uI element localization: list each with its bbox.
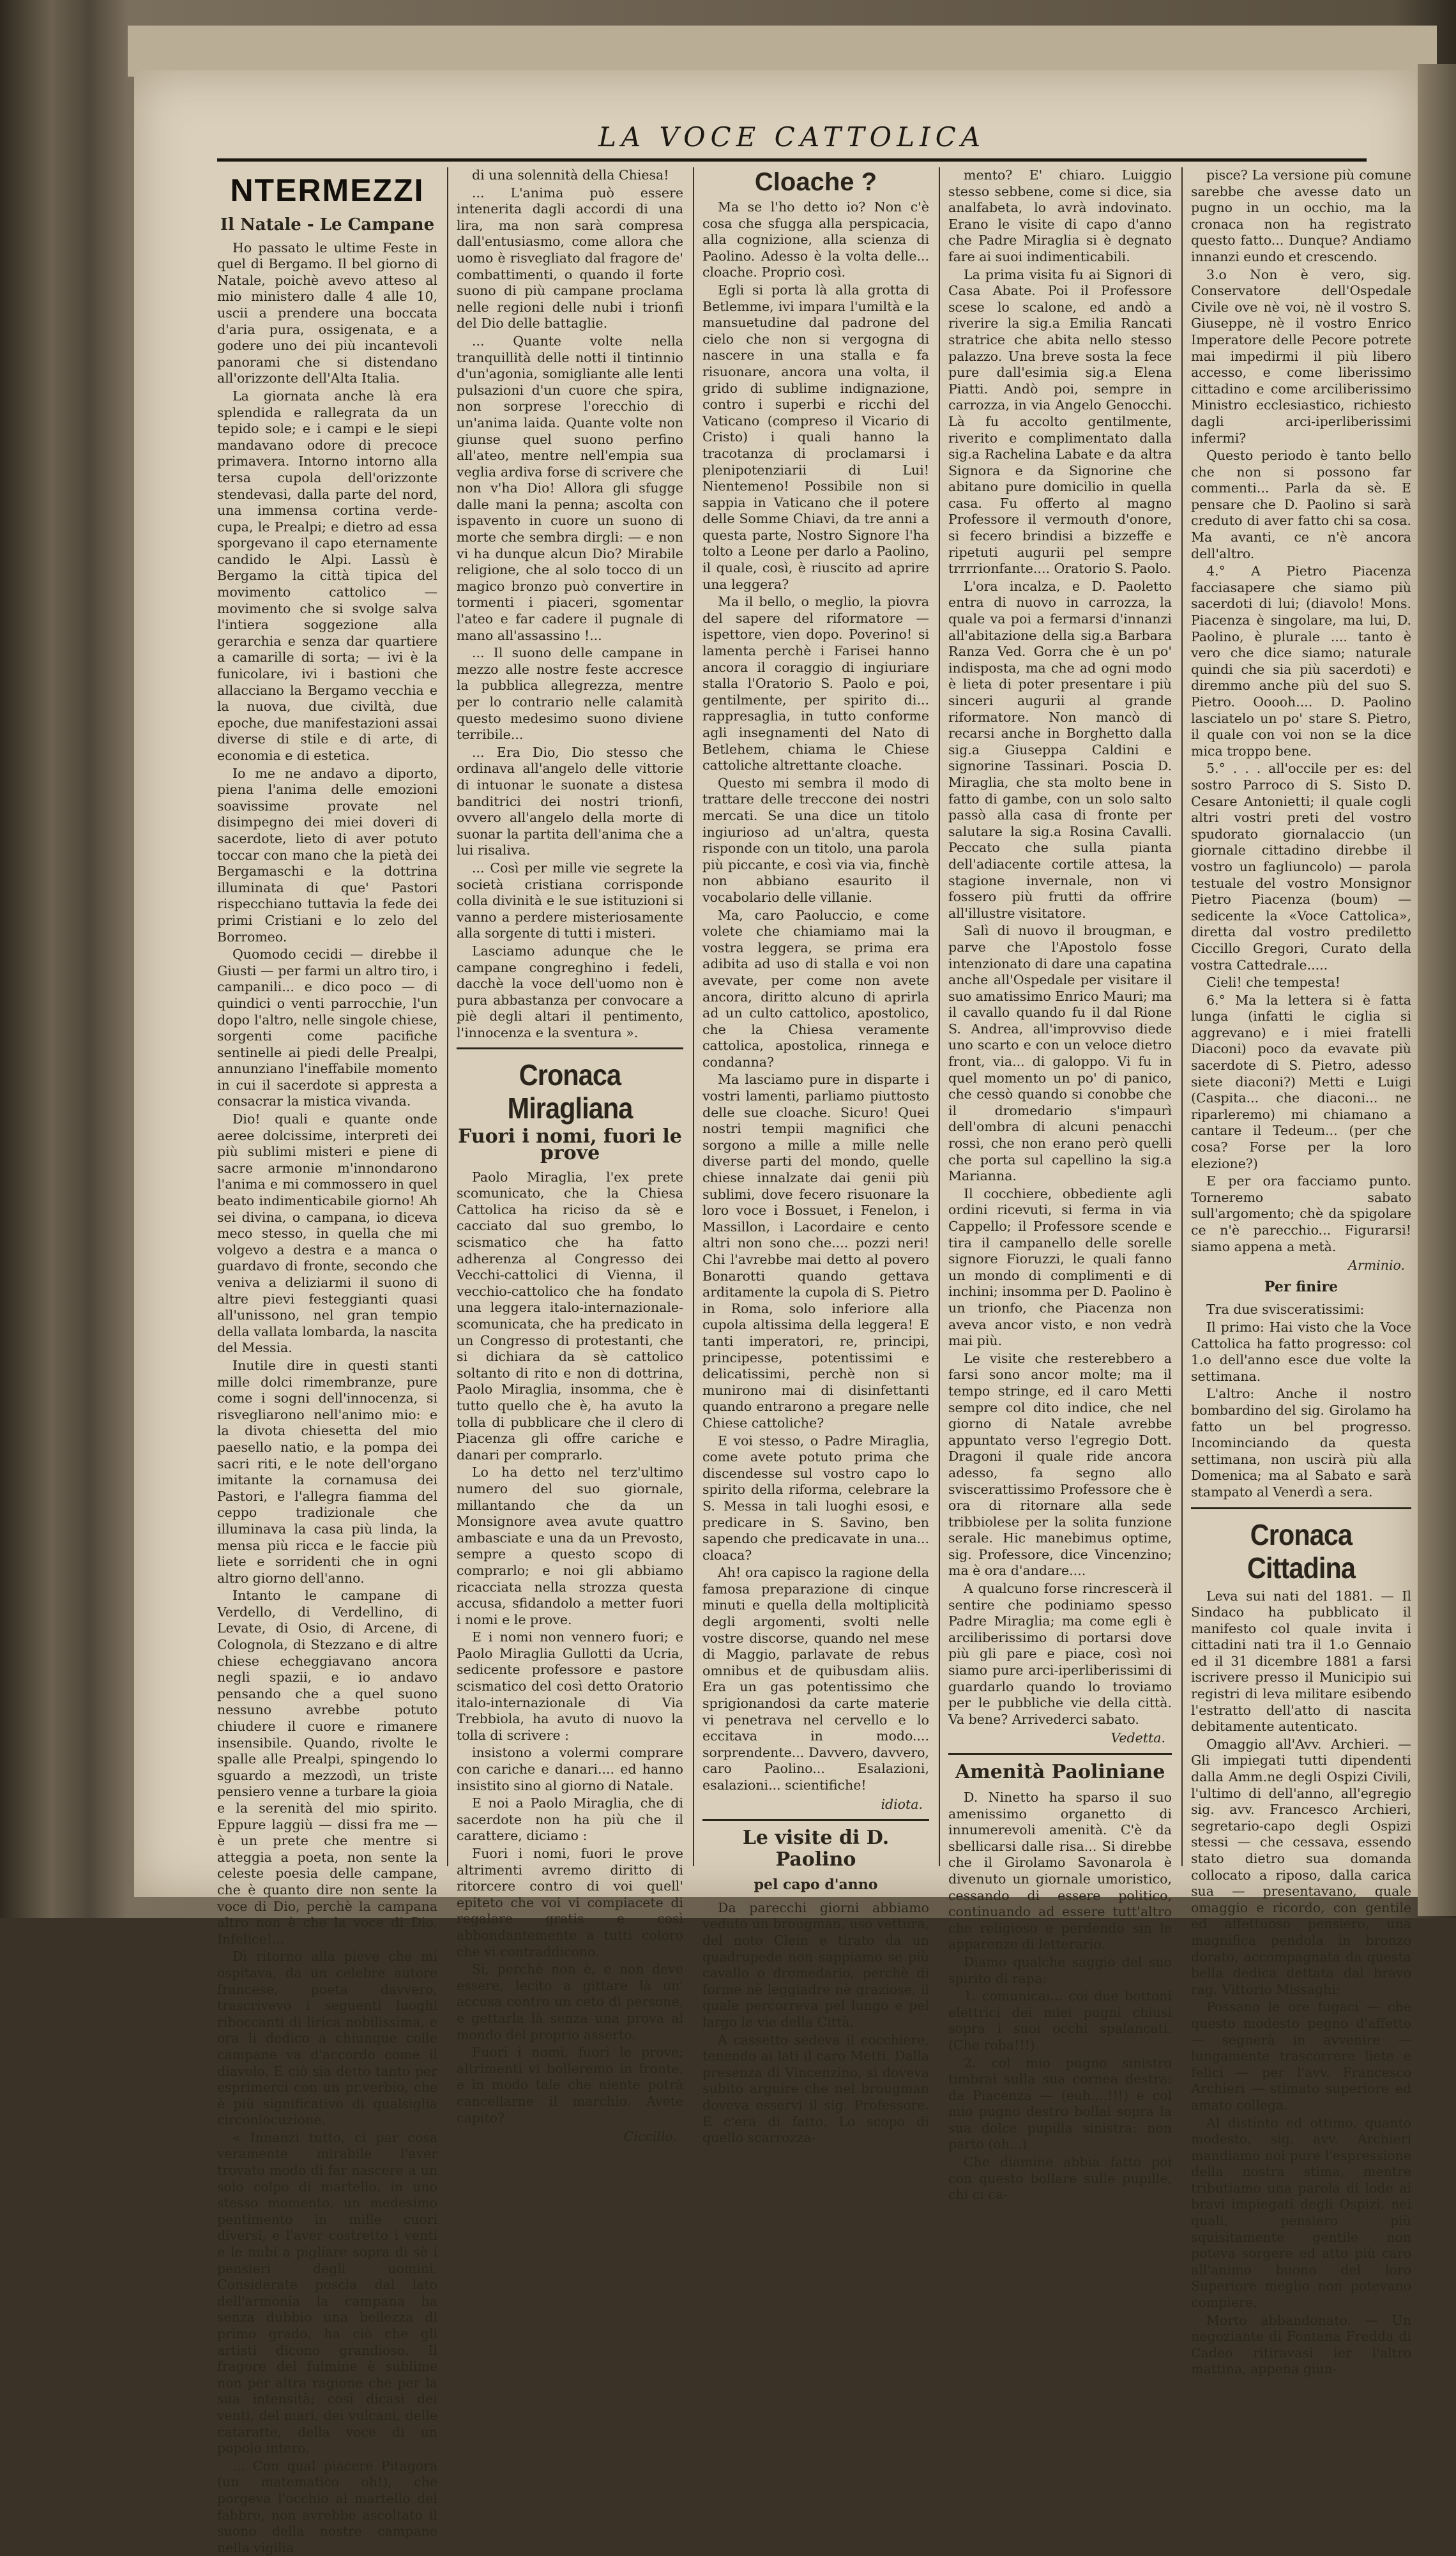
article-title-intermezzi: NTERMEZZI	[230, 172, 425, 208]
paragraph: Questo periodo è tanto bello che non si possono far commenti... Parla da sè. E pensare che D. Paolino si sarà creduto di aver fatto chi sa cosa. Ma avanti, ce n'è ancora dell'altro.	[1191, 448, 1411, 561]
paragraph: Tra due svisceratissimi:	[1206, 1302, 1365, 1318]
paragraph: Questo mi sembra il modo di trattare delle treccone dei nostri mercati. Se una dice un titolo ingiurioso ad un'altra, questa risponde con un titolo, una parola più piccante, e così via via, finchè non abbiano esaurito il vocabolario delle villanie.	[702, 775, 929, 905]
paragraph: 4.° A Pietro Piacenza facciasapere che siamo più sacerdoti di lui; (diavolo! Mons. Piacenza è singolare, ma lui, D. Paolino, è plurale .... tanto è vero che dice siamo; naturale quindi che sia più sacerdoti) e diremmo anche più del suo S. Pietro. Ooooh.... D. Paolino lasciatelo un po' stare S. Pietro, il quale con voi non se la dice mica troppo bene.	[1191, 563, 1411, 759]
paragraph: Il cocchiere, obbediente agli ordini ricevuti, si ferma in via Cappello; il Professore scende e tira il campanello delle sorelle signore Fioruzzi, le quali fanno un mondo di complimenti e di inchini; insomma per D. Paolino è un trionfo, che Piacenza non aveva ancor visto, e non vedrà mai più.	[948, 1185, 1172, 1349]
column-4	[948, 167, 1172, 2203]
paragraph: Ma lasciamo pure in disparte i vostri lamenti, parliamo piuttosto delle sue cloache. Sicuro! Quei nostri tempii magnifici che sorgono a mille a mille nelle diverse parti del mondo, quelle chiese innalzate dai genii più sublimi, dove fecero risuonare la loro voce i Bossuet, i Fenelon, i Massillon, i Lacordaire e cento altri non sono che.... pozzi neri! Chi l'avrebbe mai detto al povero Bonarotti quando gettava arditamente la cupola di S. Pietro in Roma, solo inferiore alla cupola altissima della leggera! E tanti imperatori, re, principi, principesse, potentissimi e delicatissimi, perchè non si munirono mai di disinfettanti quando entrarono a pregare nelle Chiese cattoliche?	[702, 1072, 929, 1431]
paragraph: Fuori i nomi, fuori le prove; altrimenti vi bolleremo in fronte, e in modo tale che niente potrà cancellarne il marchio. Avete capito?	[457, 2044, 683, 2126]
column-divider	[1181, 167, 1183, 1866]
paragraph: ... Il suono delle campane in mezzo alle nostre feste accresce la pubblica allegrezza, mentre per lo contrario nelle calamità questo medesimo suono diviene terribile...	[457, 645, 683, 743]
paragraph: 6.° Ma la lettera si è fatta lunga (infatti le ciglia si aggrevano) e i miei fratelli Diaconi) poco da evavate più sacerdote di S. Pietro, adesso siete diaconi?) Metti e Luigi (Caspita... che diaconi... ne riparleremo) mi chiamano a cantare il Tedeum... (per che cosa? Forse per la loro elezione?)	[1191, 992, 1411, 1171]
signature-idiota: idiota.	[881, 1796, 923, 1812]
paragraph: Egli si porta là alla grotta di Betlemme, ivi impara l'umiltà e la mansuetudine dal padrone del cielo che non si vergogna di nascere in una stalla e fa risuonare, ancora una volta, il grido di sublime indignazione, contro i superbi e ricchi del Vaticano (compreso il Vicario di Cristo) i quali hanno la tracotanza di proclamarsi i plenipotenziarii di Lui! Nientemeno! Possibile non si sappia in Vaticano che il potere delle Somme Chiavi, da tre anni a questa parte, Nostro Signore l'ha tolto a Leone per darlo a Paolino, il quale, così, è riuscito ad aprire una leggera?	[702, 282, 929, 592]
paragraph: Diamo qualche saggio del suo spirito di rapa:	[948, 1954, 1172, 1986]
signature-ciccillo: Ciccillo.	[623, 2129, 677, 2145]
paragraph: Ma se l'ho detto io? Non c'è cosa che sfugga alla perspicacia, alla cognizione, alla scienza di Paolino. Adesso è la volta delle... cloache. Proprio così.	[702, 199, 929, 280]
paragraph: La giornata anche là era splendida e rallegrata da un tepido sole; e i campi e le siepi mandavano odore di precoce primavera. Intorno intorno alla tersa cupola dell'orizzonte stendevasi, dalla parte del nord, una immensa cortina verde-cupa, le Prealpi; e dietro ad essa sporgevano il capo eternamente candido le Alpi. Lassù è Bergamo la città tipica del movimento cattolico — movimento che si svolge salva l'intiera soggezione alla gerarchia e senza dar quartiere a camarille di sorta; — ivi è la funicolare, ivi i bastioni che allacciano la Bergamo vecchia e la nuova, due civiltà, due epoche, due manifestazioni assai diverse di stile e di arte, di economia e di estetica.	[217, 388, 437, 763]
section-rule	[948, 1753, 1172, 1755]
paragraph: 2. col mio pugno sinistro timbrai sulla sua cornea destra: da Piacenza — (euh....!!!) e col mio pugno destro bollai sopra la sua dolce pupilla sinistra: non parto (oh...)	[948, 2055, 1172, 2152]
paragraph: Leva sui nati del 1881. — Il Sindaco ha pubblicato il manifesto col quale invita i cittadini nati tra il 1.o Gennaio ed il 31 dicembre 1881 a farsi iscrivere presso il Municipio sui registri di leva militare esibendo l'estratto dell'atto di nascita debitamente autenticato.	[1191, 1588, 1411, 1735]
paragraph: « Innanzi tutto, ci par cosa veramente mirabile l'aver trovato modo di far nascere a un solo colpo di martello, in uno stesso momento, un medesimo pentimento in mille cuori diversi, e l'aver costretto i venti e le nubi a pigliare sopra di sè i pensieri degli uomini. Considerate poscia dal lato dell'armonia la campana ha senza dubbio una bellezza di primo grado, ha ciò che gli artisti dicono grandioso. Il fragore del fulmine è sublime non per altra ragione che per la sua intensità; così dicasi dei venti, del mari, dei vulcani, delle cataratte, della voce di un popolo intero.	[217, 2129, 437, 2456]
section-rule	[457, 1047, 683, 1049]
paragraph: 5.° . . . all'occile per es: del sostro Parroco di S. Sisto D. Cesare Antonietti; il quale cogli altri vostri preti del vostro spudorato giornalaccio (un giornale cittadino direbbe il vostro un fagliuncolo) — parola testuale del vostro Monsignor Pietro Piacenza (boum) — sedicente la «Voce Cattolica», diretta dal vostro prediletto Ciccillo Gregori, Curato della vostra Cattedrale.....	[1191, 761, 1411, 973]
page-underlay	[128, 26, 1437, 77]
paragraph: ... L'anima può essere intenerita dagli accordi di una lira, ma non sarà compresa dall'entusiasmo, come allora che uomo è risvegliato dal fragore de' combattimenti, o quando il forte suono di più campane proclama nelle regioni delle nubi i trionfi del Dio delle battaglie.	[457, 185, 683, 331]
paragraph: Quomodo cecidi — direbbe il Giusti — per farmi un altro tiro, i campanili... e dico poco — di quindici o venti parrocchie, l'un dopo l'altro, nelle singole chiese, sorgenti come pacifiche sentinelle ai piedi delle Prealpi, annunziano l'ineffabile momento in cui il sacerdote si appresta a consacrar la mistica vivanda.	[217, 947, 437, 1109]
article-body-intermezzi	[217, 240, 437, 2556]
paragraph: 3.o Non è vero, sig. Conservatore dell'Ospedale Civile ove nè voi, nè il vostro S. Giuseppe, nè il vostro Enrico Imperatore delle Pecore potrete mai impedirmi il più libero accesso, e come liberissimo cittadino e come arciliberissimo Ministro ecclesiastico, richiesto dagli arci-iperliberissimi infermi?	[1191, 266, 1411, 446]
article-title-visite: Le visite di D. Paolino	[742, 1827, 890, 1871]
paragraph: Di ritorno alla pieve che mi ospitava, da un celebre autore francese, poeta davvero, trascrivevo i seguenti luoghi riboccanti di lirica nobilissima, e ora li dedico a chiunque colle campane va d'accordo come il diavolo. E ciò sia detto tanto per esprimerci con un pr.verbio, che è più significativo di qualsiglia circonlocuzione.	[217, 1949, 437, 2128]
paragraph: E i nomi non vennero fuori; e Paolo Miraglia Gullotti da Ucria, sedicente professore e pastore scismatico del così detto Oratorio italo-internazionale di Via Trebbiola, ha avuto di nuovo la tolla di scrivere :	[457, 1629, 683, 1743]
paragraph: Cieli! che tempesta!	[1206, 975, 1340, 991]
paragraph: Lo ha detto nel terz'ultimo numero del suo giornale, millantando che da un Monsignore avea avute quattro ambasciate e una da un Prevosto, sempre a questo scopo di comprarlo; e noi gli abbiamo ricacciata nella strozza questa accusa, sfidandolo a metter fuori i nomi e le prove.	[457, 1464, 683, 1627]
section-rule	[1191, 1507, 1411, 1509]
article-subtitle-natale: Il Natale - Le Campane	[220, 215, 435, 234]
paragraph: ... Era Dio, Dio stesso che ordinava all'angelo delle vittorie di intuonar le suonate a distesa banditrici dei nostri trionfi, ovvero all'angelo della morte di suonar la partita dell'anima che a lui risaliva.	[457, 744, 683, 858]
article-title-amenita: Amenità Paoliniane	[955, 1761, 1165, 1783]
paragraph: Ma il bello, o meglio, la piovra del sapere del riformatore — ispettore, vien dopo. Poverino! si lamenta perchè i Farisei hanno ancora il coraggio di ingiuriare stalla l'Oratorio S. Paolo e poi, gentilmente, per spirito di... rappresaglia, in tutto conforme agli insegnamenti del Nato di Betlehem, chiama le Chiese cattoliche altrettante cloache.	[702, 594, 929, 773]
signature-vedetta: Vedetta.	[1111, 1730, 1165, 1746]
article-body-visite	[702, 1900, 929, 2147]
paragraph: D. Ninetto ha sparso il suo amenissimo organetto di innumerevoli amenità. C'è da sbellicarsi dalle risa... Si direbbe che il Girolamo Savonarola è divenuto un giornale umoristico, cessando di essere politico, continuando ad essere tutt'altro che religioso e perdendo sin le apparenze di letterario.	[948, 1790, 1172, 1952]
paragraph: insistono a volermi comprare con cariche e danari.... ed hanno insistito sino al giorno di Natale.	[457, 1745, 683, 1793]
paragraph: Paolo Miraglia, l'ex prete scomunicato, che la Chiesa Cattolica ha riciso da sè e cacciato dal suo grembo, lo scismatico che ha fatto adherenza al Congresso dei Vecchi-cattolici di Vienna, il vecchio-cattolico che ha fondato una leggera italo-internazionale-scomunicata, che ha predicato in un Congresso di protestanti, che si dichiara da sè cattolico soltanto di rito e non di dottrina, Paolo Miraglia, insomma, che è tutto quello che è, ha avuto la tolla di pubblicare che il clero di Piacenza gli offre cariche e danari per comprarlo.	[457, 1169, 683, 1463]
article-body-amenita	[948, 1790, 1172, 2203]
column-divider	[447, 167, 448, 1866]
paragraph: E voi stesso, o Padre Miraglia, come avete potuto prima che discendesse sul vostro capo lo spirito della riforma, celebrare la S. Messa in tali luoghi esosi, e predicare in S. Savino, ben sapendo che predicavate in una... cloaca?	[702, 1433, 929, 1563]
paragraph: ... Quante volte nella tranquillità delle notti il tintinnio d'un'agonia, somigliante alle lenti pulsazioni d'un cuore che spira, non sorprese l'orecchio di un'anima laida. Quante volte non giunse quel suono perfino all'ateo, mentre nell'empia sua veglia ardiva forse di scrivere che non v'ha Dio! Allora gli sfugge dalle mani la penna; ascolta con ispavento in cuore un suono di morte che sembra dirgli: — e non vi ha dunque alcun Dio? Mirabile religione, che al solo tocco di un magico bronzo può convertire in tormenti i piaceri, sgomentar l'ateo e far cadere il pugnale di mano all'assassino !...	[457, 333, 683, 643]
section-rule	[702, 1819, 929, 1821]
paragraph: Il primo: Hai visto che la Voce Cattolica ha fatto progresso: col 1.o dell'anno esce due volte la settimana.	[1191, 1319, 1411, 1384]
paragraph: Le visite che resterebbero a farsi sono ancor molte; ma il tempo stringe, ed il caro Metti sempre col dito indice, che nel giorno di Natale avrebbe appuntato verso l'egregio Dott. Dragoni il quale ride ancora adesso, fa segno allo sviscerattissimo Professore che è ora di ritornare alla sede tribbiolese per la solita funzione serale. Hic manebimus optime, sig. Professore, dice Vincenzino; ma è ora d'andare....	[948, 1350, 1172, 1579]
paragraph: Possano le ore fugaci — che questo modesto pegno d'affetto — segnerà in avvenire — lungamente trascorrere liete e felici — per l'avv. Francesco Archieri — stimato superiore ed amato collega.	[1191, 1999, 1411, 2113]
article-body-cittadina	[1191, 1588, 1411, 2378]
paragraph: La prima visita fu ai Signori di Casa Abate. Poi il Professore scese lo scalone, ed andò a riverire la sig.a Emilia Rancati stratrice che abita nello stesso palazzo. Una breve sosta la fece pure dall'esimia sig.a Elena Piatti. Andò poi, sempre in carrozza, in via Angelo Genocchi. Là fu accolto gentilmente, riverito e complimentato dalla sig.a Rachelina Labate e da altra Signora e da Signorine che abitano pure domicilio in quella casa. Fu offerto al magno Professore il vermouth d'onore, si fecero brindisi a bizzeffe e ripetuti augurii pel sempre trrrrionfante.... Oratorio S. Paolo.	[948, 266, 1172, 577]
signature-arminio: Arminio.	[1348, 1258, 1405, 1274]
section-title-cronaca-cittadina: Cronaca Cittadina	[1247, 1518, 1356, 1585]
paragraph: L'ora incalza, e D. Paoletto entra di nuovo in carrozza, la quale va poi a fermarsi d'innanzi all'abitazione della sig.a Barbara Ranza Ved. Gorra che è un po' indisposta, ma che ad ogni modo è lieta di poter presentare i più sinceri augurii al grande riformatore. Non mancò di recarsi anche in Borghetto dalla sig.a Giuseppa Caldini e signorine Tassinari. Poscia D. Miraglia, che sta molto bene in fatto di gambe, con un solo salto passò alla casa di fronte per salutare la sig.a Rosina Cavalli. Peccato che sulla pianta dell'adiacente cortile attesa, la stagione invernale, non vi fossero più frutti da offrire all'illustre visitatore.	[948, 578, 1172, 921]
paragraph: Dio! quali e quante onde aeree dolcissime, interpreti dei più sublimi misteri e piene di sacre armonie m'innondarono l'anima e mi commossero in quel beato indimenticabile giorno! Ah sei divina, o campana, io diceva meco stesso, in quella che mi volgevo a destra e a manca o guardavo di fronte, secondo che veniva a deliziarmi il suono di altre pievi festeggianti quasi all'unissono, nel gran tempio della vallata lombarda, la nascita del Messia.	[217, 1111, 437, 1356]
paragraph: Salì di nuovo il brougman, e parve che l'Apostolo fosse intenzionato di dare una capatina anche all'Ospedale per visitare il suo amatissimo Enrico Mauri; ma il cavallo quando fu il dal Rione S. Andrea, all'improvviso diede uno scarto e con un veloce dietro front, via... di galoppo. Vi fu in quel momento un po' di panico, che cessò quando si conobbe che il dromedario s'impaurì dell'ombra di alcuni penacchi rossi, che non erano però quelli che porta sul capellino la sig.a Marianna.	[948, 923, 1172, 1184]
paragraph: mento? E' chiaro. Luiggio stesso sebbene, come si dice, sia analfabeta, lo avrà indovinato. Erano le visite di capo d'anno che Padre Miraglia si è degnato fare ai suoi indimenticabili.	[948, 167, 1172, 264]
paragraph: Omaggio all'Avv. Archieri. — Gli impiegati tutti dipendenti dalla Amm.ne degli Ospizi Civili, l'ultimo di dell'anno, all'egregio sig. avv. Francesco Archieri, segretario-capo degli Ospizi stessi — che cessava, essendo stato dietro sua domanda collocato a riposo, dalla carica sua — presentavano, quale omaggio e ricordo, con gentile ed affettuoso pensiero, una magnifica pendola in bronzo dorato, accompagnata da questa bella dedica dettata dal bravo rag. Vittorio Missaghi:	[1191, 1736, 1411, 1997]
paragraph: A qualcuno forse rincrescerà il sentire che podiniamo spesso Padre Miraglia; ma come egli è arciliberissimo di portarsi dove più gli pare e piace, così noi siamo pure arci-iperliberissimi di guardarlo quando lo troviamo per le pubbliche vie della città. Va bene? Arrivederci sabato.	[948, 1581, 1172, 1727]
article-body-amenita-cont	[1191, 167, 1411, 1255]
paragraph: Da parecchi giorni abbiamo veduto un brougman, uso vettura, del noto Clein e tirato da un quadrupede non sappiamo se più cavallo o dromedario, perchè di forme nè leggiadre nè graziose, il quale percorreva pel lungo e pel largo le vie della Città.	[702, 1899, 929, 2030]
paragraph: Morto abbandonato. — Un negoziante di Fontana Fredda di Cadeo ritiravasi ier l'altro mattina, appena giun-	[1191, 2312, 1411, 2377]
column-1	[217, 167, 437, 2555]
article-body-miragliana	[457, 1169, 683, 2126]
paragraph: Io me ne andavo a diporto, piena l'anima delle emozioni soavissime provate nel disimpegno dei miei doveri di sacerdote, lieto di aver potuto toccar con mano che la pietà dei Bergamaschi e la dottrina illuminata di que' Pastori rispecchiano tuttavia la fede dei primi Cristiani e lo zelo del Borromeo.	[217, 765, 437, 945]
masthead	[217, 121, 1367, 160]
column-divider	[693, 167, 694, 1866]
masthead-rule	[217, 158, 1367, 162]
paragraph: Fuori i nomi, fuori le prove altrimenti avremo diritto di ritorcere contro di voi quell' epiteto che voi vi compiacete di regalare gratis e così abbondantemente a tutti coloro che vi contraddicono.	[457, 1846, 683, 1959]
paragraph: Inutile dire in questi stanti mille dolci rimembranze, pure come i sogni dell'innocenza, si risvegliarono nell'animo mio: e la divota chiesetta del mio paesello natio, e la pompa dei sacri riti, e le note dell'organo imitante la cornamusa dei Pastori, e l'allegra fiamma del ceppo tradizionale che illuminava la casa più linda, la mensa più ricca e le faccie più liete e sorridenti che in ogni altro giorno dell'anno.	[217, 1357, 437, 1586]
paragraph: Ah! ora capisco la ragione della famosa preparazione di cinque minuti e quella della moltiplicità degli argomenti, svolti nelle vostre discorse, quando nel mese di Maggio, parlavate de rebus omnibus et de quibusdam aliis. Era un gas potentissimo che sprigionandosi da carte materie vi penetrava nel cervello e lo eccitava in modo.... sorprendente... Davvero, davvero, caro Paolino... Esalazioni, esalazioni... scientifiche!	[702, 1565, 929, 1793]
paragraph: A cassetto sedeva il cocchiere, tenendo ai lati il caro Metti. Dalla presenza di Vincenzino, si doveva subito arguire che nel brougman doveva esservi il sig. Professore. E c'era di fatto. Lo scopo di quello scarrozza-	[702, 2032, 929, 2146]
paragraph: Che diamine abbia fatto poi con questo bollare sulle pupille, chi ci ca-	[948, 2154, 1172, 2203]
paragraph: Ma, caro Paoluccio, e come volete che chiamiamo mai la vostra leggera, se prima era adibita ad uso di stalla e voi non avevate, per come non avete ancora, diritto alcuno di aprirla ad un culto cattolico, apostolico, che la Chiesa veramente cattolica, apostolica, rinnega e condanna?	[702, 907, 929, 1070]
paragraph: di una solennità della Chiesa!	[472, 167, 669, 183]
article-body-per-finire	[1191, 1302, 1411, 1500]
masthead-title: LA VOCE CATTOLICA	[598, 121, 986, 153]
paragraph: 1. comunicai... coi due bottoni elettrici dei miei pugni chiusi sopra i suoi occhi spalancati. (Che roba!!!)	[948, 1988, 1172, 2053]
article-subtitle-capo-anno: pel capo d'anno	[754, 1876, 878, 1894]
column-5	[1191, 167, 1411, 2377]
paragraph: pisce? La versione più comune sarebbe che avesse dato un pugno in un occhio, ma la cronaca non ha registrato questo fatto... Dunque? Andiamo innanzi eundo et crescendo.	[1191, 167, 1411, 264]
paragraph: ... Con qual piacere Pitagora (un matematico oh!), che porgeva l'occhio al martello del fabbro, non avrebbe ascoltato il suono della nostre campane nella vigilia	[217, 2458, 437, 2555]
paragraph: L'altro: Anche il nostro bombardino del sig. Girolamo ha fatto un bel progresso. Incominciando da questa settimana, non uscirà più alla Domenica; ma al Sabato e sarà stampato al Venerdì a sera.	[1191, 1386, 1411, 1500]
section-title-cronaca-miragliana: Cronaca Miragliana	[507, 1058, 633, 1125]
paragraph: E noi a Paolo Miraglia, che di sacerdote non ha più che il carattere, diciamo :	[457, 1795, 683, 1844]
paragraph: Sì, perchè non è, e non deve essere, lecito a gittare là un' accusa contro un ceto di persone, e gettarla là senza una prova al mondo del proprio asserto.	[457, 1961, 683, 2043]
paragraph: Intanto le campane di Verdello, di Verdellino, di Levate, di Osio, di Arcene, di Colognola, di Stezzano e di altre chiese echeggiavano ancora negli spazii, e io andavo pensando che a quel suono nessuno avrebbe potuto chiudere il cuore e rimanere insensibile. Quando, rivolte le spalle alle Prealpi, spingendo lo sguardo a mezzodì, un triste pensiero venne a turbare la gioia e la serenità del mio spirito. Eppure laggiù — dissi fra me — è un prete che mentre si atteggia a poeta, non sente la celeste poesia delle campane, che è quanto dire non sente la voce di Dio, perchè la campana altro non è che la voce di Dio. Infelice!...	[217, 1588, 437, 1947]
article-body-cloache	[702, 199, 929, 1794]
paragraph: Ho passato le ultime Feste in quel di Bergamo. Il bel giorno di Natale, poichè avevo atteso al mio ministero dalle 4 alle 10, uscii a prendere una boccata d'aria pura, ossigenata, e a godere uno dei più incantevoli panorami che si distendano all'orizzonte dell'Alta Italia.	[217, 240, 437, 386]
next-page-edge	[1418, 64, 1456, 1916]
article-title-cloache: Cloache ?	[754, 168, 877, 196]
paragraph: ... Così per mille vie segrete la società cristiana corrisponde colla divinità e le sue istituzioni si vanno a perdere misteriosamente alla sorgente di tutti i misteri.	[457, 860, 683, 941]
article-title-per-finire: Per finire	[1264, 1278, 1338, 1295]
column-2	[457, 167, 683, 2145]
article-body-campane-cont	[457, 167, 683, 1041]
paragraph: E per ora facciamo punto. Torneremo sabato sull'argomento; chè da spigolare ce n'è parecchio... Figurarsi! siamo appena a metà.	[1191, 1173, 1411, 1254]
article-body-visite-cont	[948, 167, 1172, 1728]
column-3	[702, 167, 929, 2146]
paragraph: Lasciamo adunque che le campane congreghino i fedeli, dacchè la voce dell'uomo non è pura abbastanza per convocare a piè degli altari il pentimento, l'innocenza e la sventura ».	[457, 943, 683, 1040]
paragraph: Al distinto ed ottimo, quanto modesto, sig. avv. Archieri mandiamo noi pure l'espressione della nostra stima, mentre tributiamo una parola di lode ai bravi impiegati degli Ospizi, nei quali, pensiero più squisitamente gentile non poteva sorgere ed atto più caro all'animo buono del loro Superiore meglio non potevano compiere.	[1191, 2115, 1411, 2311]
section-subtitle-fuori-i-nomi: Fuori i nomi, fuori le prove	[458, 1125, 682, 1165]
column-divider	[939, 167, 940, 1866]
